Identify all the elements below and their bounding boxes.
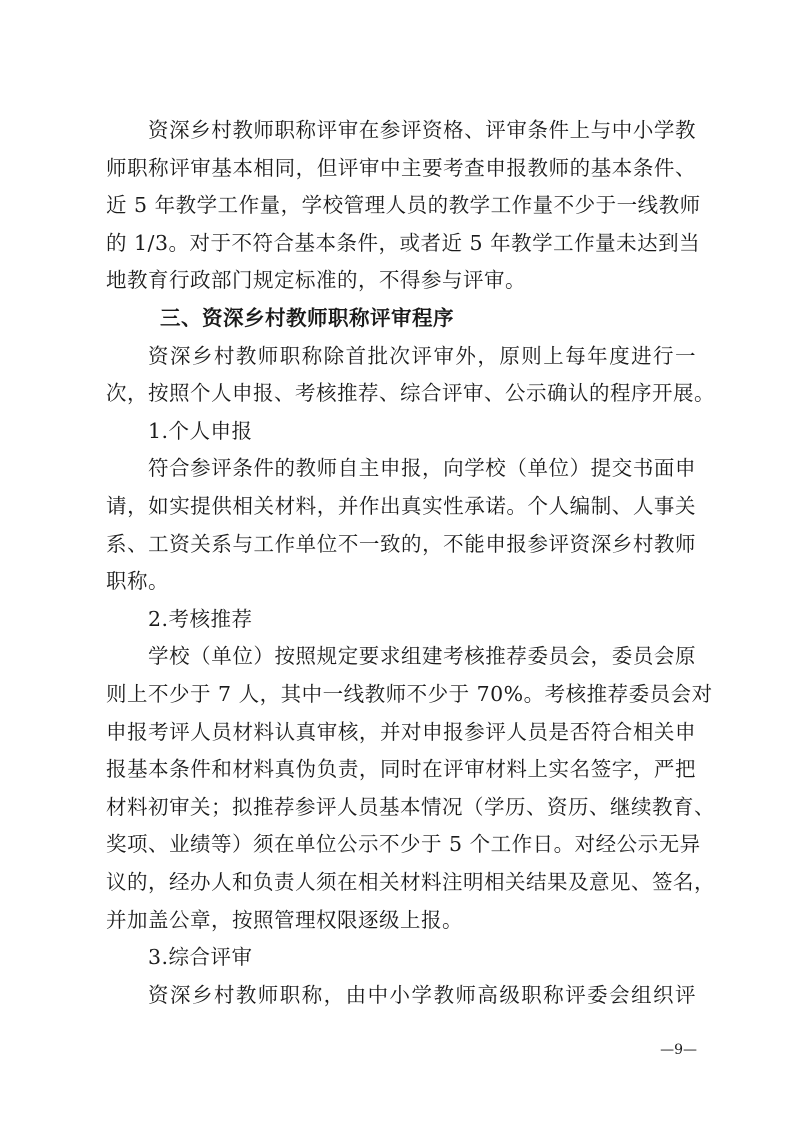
paragraph-line: 地教育行政部门规定标准的，不得参与评审。 [106,268,526,293]
paragraph-line: 材料初审关；拟推荐参评人员基本情况（学历、资历、继续教育、 [106,794,715,819]
paragraph-line: 并加盖公章，按照管理权限逐级上报。 [106,907,463,932]
paragraph-line: 的 1/3。对于不符合基本条件，或者近 5 年教学工作量未达到当 [106,230,701,255]
paragraph-line: 职称。 [106,569,169,594]
paragraph-line: 资深乡村教师职称评审在参评资格、评审条件上与中小学教 [148,118,696,142]
paragraph-line: 议的，经办人和负责人须在相关材料注明相关结果及意见、签名， [106,870,715,894]
subsection-heading: 2.考核推荐 [148,606,253,631]
section-heading: 三、资深乡村教师职称评审程序 [160,306,454,330]
paragraph-line: 则上不少于 7 人，其中一线教师不少于 70%。考核推荐委员会对 [106,682,713,706]
paragraph-line: 申报考评人员材料认真审核，并对申报参评人员是否符合相关申 [106,719,696,744]
paragraph-line: 近 5 年教学工作量，学校管理人员的教学工作量不少于一线教师 [106,193,701,218]
paragraph-line: 资深乡村教师职称除首批次评审外，原则上每年度进行一 [148,343,696,368]
paragraph-line: 符合参评条件的教师自主申报，向学校（单位）提交书面申 [148,456,696,481]
paragraph-line: 请，如实提供相关材料，并作出真实性承诺。个人编制、人事关 [106,494,696,518]
subsection-heading: 3.综合评审 [148,945,253,970]
paragraph-line: 奖项、业绩等）须在单位公示不少于 5 个工作日。对经公示无异 [106,832,701,857]
paragraph-line: 资深乡村教师职称，由中小学教师高级职称评委会组织评 [148,982,696,1007]
paragraph-line: 学校（单位）按照规定要求组建考核推荐委员会，委员会原 [148,644,696,669]
page-number: —9— [660,1042,697,1058]
paragraph-line: 师职称评审基本相同，但评审中主要考查申报教师的基本条件、 [106,155,696,180]
paragraph-line: 次，按照个人申报、考核推荐、综合评审、公示确认的程序开展。 [106,381,715,406]
paragraph-line: 系、工资关系与工作单位不一致的，不能申报参评资深乡村教师 [106,531,696,556]
paragraph-line: 报基本条件和材料真伪负责，同时在评审材料上实名签字，严把 [106,757,696,782]
subsection-heading: 1.个人申报 [148,418,253,443]
